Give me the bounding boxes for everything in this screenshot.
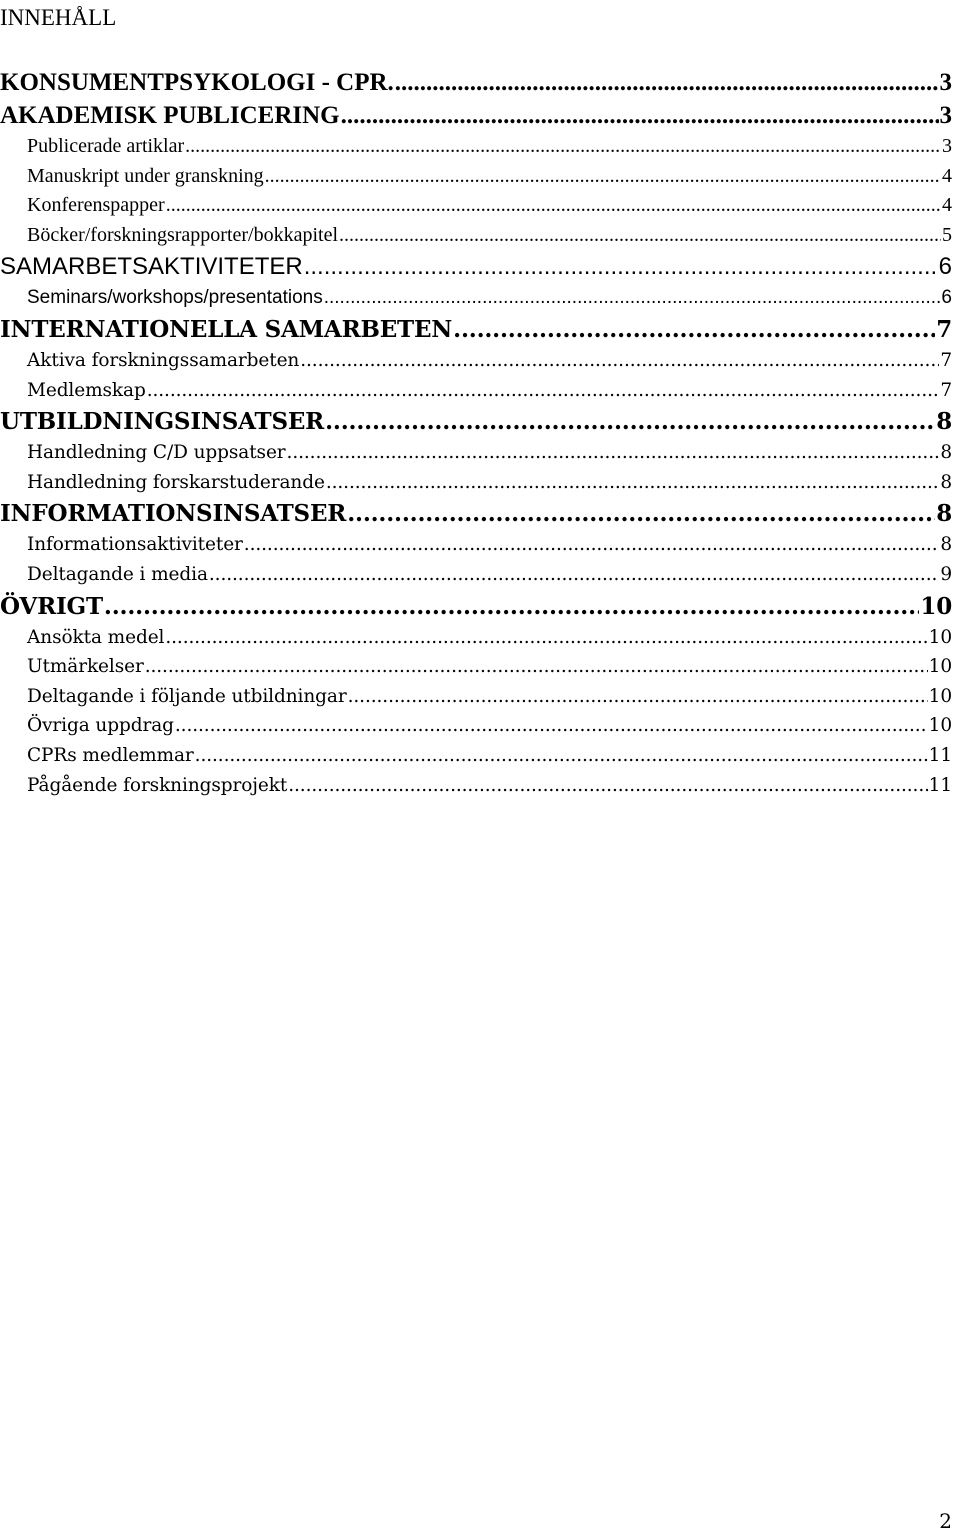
toc-entry-label: Handledning forskarstuderande [27, 471, 325, 493]
toc-entry-page: 11 [928, 774, 952, 796]
toc-entry-label: INTERNATIONELLA SAMARBETEN [0, 315, 453, 343]
toc-entry-page: 10 [928, 685, 952, 707]
dot-leader [288, 771, 927, 801]
dot-leader [147, 376, 940, 406]
toc-entry-konsumentpsykologi[interactable] [0, 66, 952, 99]
dot-leader [244, 530, 940, 560]
toc-entry-cprs-medlemmar[interactable] [0, 741, 952, 771]
dot-leader [339, 221, 941, 251]
toc-entry-page: 5 [942, 223, 952, 246]
toc-entry-label: Deltagande i följande utbildningar [27, 685, 347, 707]
toc-entry-label: Aktiva forskningssamarbeten [27, 349, 300, 371]
toc-entry-label: Manuskript under granskning [27, 164, 264, 187]
toc-entry-page: 9 [940, 563, 952, 585]
dot-leader [341, 99, 939, 132]
page-number: 2 [939, 1509, 952, 1533]
toc-entry-manuskript[interactable] [0, 162, 952, 192]
toc-entry-label: INFORMATIONSINSATSER [0, 500, 347, 528]
dot-leader [287, 438, 940, 468]
toc-entry-page: 10 [928, 656, 952, 678]
toc-entry-handledning-cd[interactable] [0, 438, 952, 468]
toc-entry-page: 8 [940, 534, 952, 556]
toc-entry-page: 11 [928, 744, 952, 766]
toc-entry-konferenspapper[interactable] [0, 191, 952, 221]
dot-leader [304, 250, 938, 283]
toc-entry-page: 6 [941, 287, 952, 309]
toc-entry-medlemskap[interactable] [0, 376, 952, 406]
toc-entry-label: Informationsaktiviteter [27, 534, 243, 556]
toc-entry-label: Medlemskap [27, 379, 146, 401]
toc-entry-ansokta-medel[interactable] [0, 623, 952, 653]
toc-entry-label: Deltagande i media [27, 563, 208, 585]
toc-entry-ovrigt[interactable] [0, 590, 952, 623]
dot-leader [145, 652, 928, 682]
dot-leader [326, 468, 940, 498]
dot-leader [104, 590, 919, 623]
toc-entry-deltagande-utbildningar[interactable] [0, 682, 952, 712]
toc-entry-aktiva-forskningssamarbeten[interactable] [0, 346, 952, 376]
toc-entry-page: 4 [942, 164, 952, 187]
toc-entry-handledning-forskarstuderande[interactable] [0, 468, 952, 498]
toc-entry-label: UTBILDNINGSINSATSER [0, 408, 325, 436]
toc-entry-label: Handledning C/D uppsatser [27, 442, 286, 464]
toc-entry-label: AKADEMISK PUBLICERING [0, 102, 340, 129]
toc-entry-page: 6 [938, 253, 952, 281]
toc-entry-page: 10 [920, 592, 952, 620]
toc-entry-label: CPRs medlemmar [27, 744, 194, 766]
toc-entry-page: 7 [940, 379, 952, 401]
toc-entry-label: KONSUMENTPSYKOLOGI - CPR. [0, 69, 394, 96]
dot-leader [165, 623, 927, 653]
toc-entry-seminars[interactable] [0, 283, 952, 313]
dot-leader [453, 313, 935, 346]
toc-entry-page: 4 [942, 194, 952, 217]
toc-entry-akademisk-publicering[interactable] [0, 99, 952, 132]
toc-entry-page: 7 [940, 349, 952, 371]
toc-entry-label: ÖVRIGT [0, 592, 103, 620]
toc-entry-page: 8 [940, 442, 952, 464]
toc-entry-label: Pågående forskningsprojekt [27, 774, 288, 796]
toc-entry-page: 3 [939, 69, 952, 96]
toc-entry-page: 8 [940, 471, 952, 493]
toc-entry-utbildningsinsatser[interactable] [0, 405, 952, 438]
table-of-contents [0, 66, 952, 800]
toc-entry-bocker[interactable] [0, 221, 952, 251]
toc-entry-pagaende-forskningsprojekt[interactable] [0, 771, 952, 801]
toc-entry-page: 3 [942, 135, 952, 157]
dot-leader [166, 191, 941, 221]
toc-entry-page: 10 [928, 715, 952, 737]
dot-leader [395, 66, 939, 99]
toc-entry-informationsaktiviteter[interactable] [0, 530, 952, 560]
dot-leader [265, 162, 941, 192]
toc-entry-page: 3 [939, 102, 952, 129]
toc-entry-label: Seminars/workshops/presentations [27, 287, 323, 309]
toc-heading: INNEHÅLL [0, 5, 117, 30]
toc-entry-label: SAMARBETSAKTIVITETER [0, 253, 303, 281]
toc-entry-page: 7 [936, 315, 952, 343]
toc-entry-publicerade-artiklar[interactable] [0, 132, 952, 162]
toc-entry-page: 10 [928, 626, 952, 648]
toc-entry-utmarkelser[interactable] [0, 652, 952, 682]
toc-entry-page: 8 [936, 500, 952, 528]
toc-entry-samarbetsaktiviteter[interactable] [0, 250, 952, 283]
toc-entry-label: Konferenspapper [27, 194, 165, 217]
dot-leader [185, 132, 941, 162]
toc-entry-label: Utmärkelser [27, 656, 144, 678]
dot-leader [175, 711, 928, 741]
dot-leader [324, 283, 941, 313]
toc-entry-label: Publicerade artiklar [27, 135, 185, 157]
dot-leader [300, 346, 939, 376]
toc-entry-informationsinsatser[interactable] [0, 497, 952, 530]
toc-entry-label: Ansökta medel [27, 626, 165, 648]
toc-entry-deltagande-i-media[interactable] [0, 560, 952, 590]
dot-leader [348, 682, 928, 712]
toc-entry-ovriga-uppdrag[interactable] [0, 711, 952, 741]
dot-leader [195, 741, 928, 771]
toc-entry-internationella-samarbeten[interactable] [0, 313, 952, 346]
dot-leader [325, 405, 935, 438]
dot-leader [209, 560, 939, 590]
dot-leader [347, 497, 935, 530]
toc-entry-page: 8 [936, 408, 952, 436]
toc-entry-label: Böcker/forskningsrapporter/bokkapitel [27, 223, 339, 246]
toc-entry-label: Övriga uppdrag [27, 715, 174, 737]
